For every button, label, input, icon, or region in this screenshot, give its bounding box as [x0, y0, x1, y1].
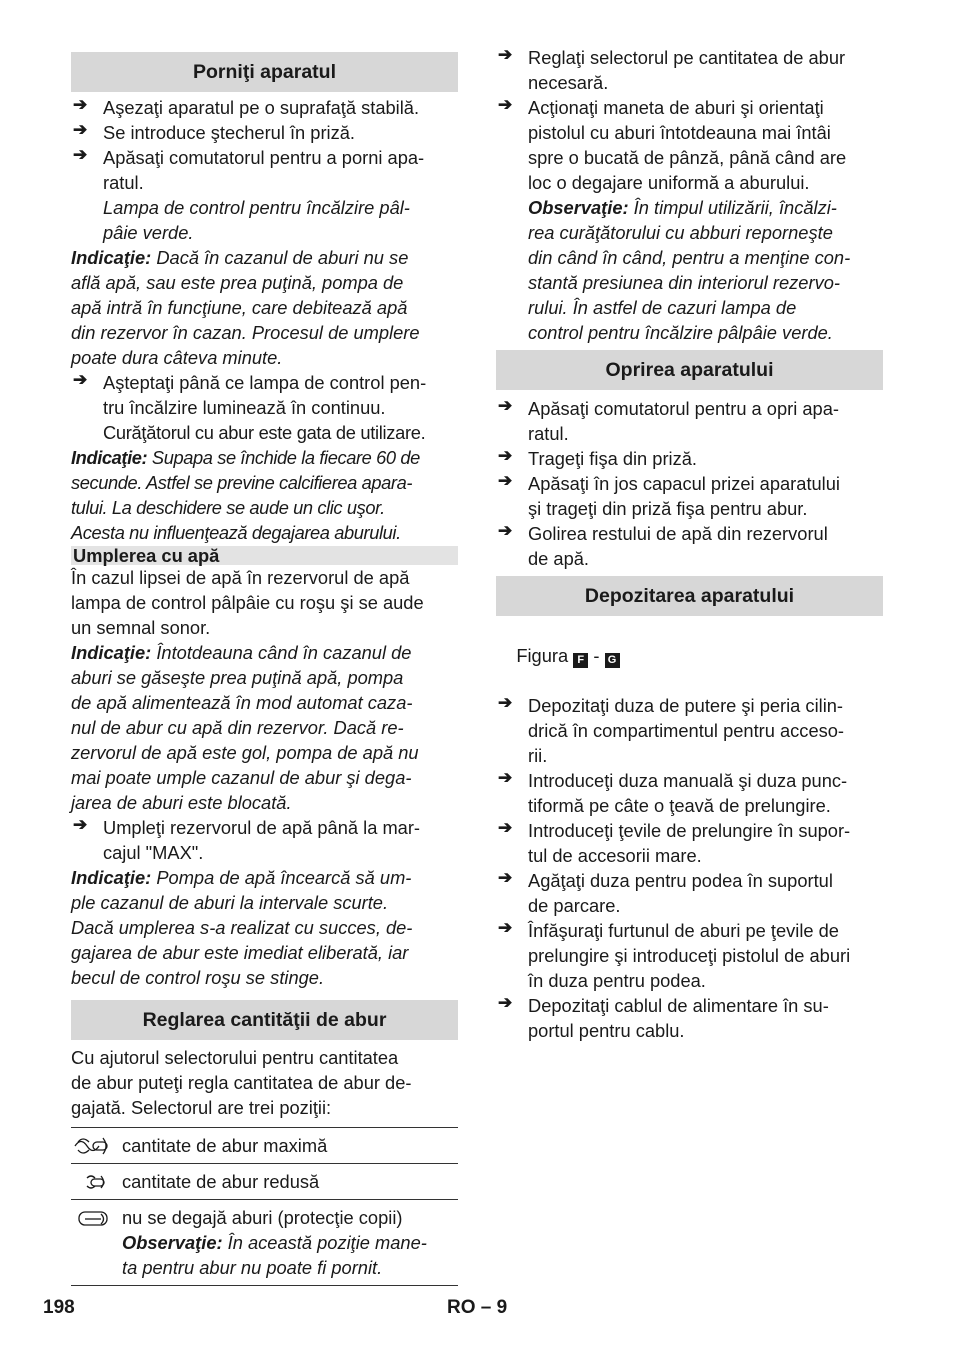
note-block: Indicaţie: Dacă în cazanul de aburi nu se află apă, sau este prea puţină, pompa de apă intră în funcţiune, care debitează apă din rezervor în cazan. Procesul de umplere poate dura câteva minute. — [71, 247, 420, 368]
list-item: ➔ Acţionaţi maneta de aburi şi orientaţi pistolul cu aburi întotdeauna mai întâi spre o bucată de pânză, până când are loc o degajare uniformă a aburului. Observaţie: În timpul utilizării, încălzi- rea curăţătorului cu abburi reporneşte din când în când, pentru a menţine con- stantă presiunea din interiorul rezervo- rului. În astfel de cazuri lampa de control pentru încălzire pâlpâie verde. — [498, 95, 851, 343]
list-item: ➔ Se introduce ştecherul în priză. — [73, 120, 356, 143]
list-item: ➔ Înfăşuraţi furtunul de aburi pe ţevile de prelungire şi introduceţi pistolul de aburi în duza pentru podea. — [498, 918, 851, 991]
section-indicator: RO – 9 — [447, 1297, 508, 1318]
arrow-bullet-icon: ➔ — [498, 521, 513, 540]
list-item: ➔ Reglaţi selectorul pe cantitatea de abur necesară. — [498, 45, 846, 93]
arrow-bullet-icon: ➔ — [498, 45, 513, 64]
subsection-heading-water: Umplerea cu apă — [71, 546, 458, 565]
result-text: Lampa de control pentru încălzire pâl- pâie verde. — [103, 197, 410, 243]
list-item: ➔ Apăsaţi comutatorul pentru a porni apa- ratul. — [73, 145, 425, 193]
figure-f-badge: F — [573, 653, 588, 668]
arrow-bullet-icon: ➔ — [498, 818, 513, 837]
table-row: nu se degajă aburi (protecţie copii) Observaţie: În această poziţie mane- ta pentru abur nu poate fi pornit. — [71, 1200, 458, 1286]
list-item: ➔ Trageţi fişa din priză. — [498, 446, 698, 469]
section-heading-storage: Depozitarea aparatului — [496, 576, 883, 616]
arrow-bullet-icon: ➔ — [498, 868, 513, 887]
paragraph: În cazul lipsei de apă în rezervorul de apă lampa de control pâlpâie cu roşu şi se aude un semnal sonor. — [71, 567, 424, 638]
note-block: Indicaţie: Întotdeauna când în cazanul de aburi se găseşte prea puţină apă, pompa de apă alimentează în mod automat caza- nul de abur cu apă din rezervor. Dacă re- zervorul de apă este gol, pompa de apă nu mai poate umple cazanul de abur şi dega- jarea de aburi este blocată. — [71, 642, 419, 813]
list-item: ➔ Apăsaţi comutatorul pentru a opri apa- ratul. — [498, 396, 839, 444]
arrow-bullet-icon: ➔ — [73, 815, 88, 834]
arrow-bullet-icon: ➔ — [498, 471, 513, 490]
list-item: ➔ Aşezaţi aparatul pe o suprafaţă stabilă. — [73, 95, 420, 118]
section-heading-stop: Oprirea aparatului — [496, 350, 883, 390]
list-item: ➔ Aşteptaţi până ce lampa de control pen- tru încălzire luminează în continuu. Curăţătorul cu abur este gata de utilizare. — [73, 370, 427, 443]
table-row: cantitate de abur redusă — [71, 1164, 458, 1200]
arrow-bullet-icon: ➔ — [498, 693, 513, 712]
arrow-bullet-icon: ➔ — [498, 396, 513, 415]
list-item: ➔ Depozitaţi duza de putere şi peria cilin- drică în compartimentul pentru acceso- rii. — [498, 693, 845, 766]
paragraph: Cu ajutorul selectorului pentru cantitatea de abur puteţi regla cantitatea de abur de- gajată. Selectorul are trei poziţii: — [71, 1047, 412, 1118]
list-item: ➔ Introduceţi ţevile de prelungire în supor- tul de accesorii mare. — [498, 818, 851, 866]
steam-reduced-icon — [73, 1170, 113, 1194]
section-heading-start: Porniţi aparatul — [71, 52, 458, 92]
section-heading-steam-quantity: Reglarea cantităţii de abur — [71, 1000, 458, 1040]
figure-reference: Figura F - G — [496, 618, 883, 693]
left-column — [71, 52, 458, 1286]
list-item: ➔ Introduceţi duza manuală şi duza punc- tiformă pe câte o ţeavă de prelungire. — [498, 768, 848, 816]
arrow-bullet-icon: ➔ — [498, 918, 513, 937]
arrow-bullet-icon: ➔ — [73, 370, 88, 389]
table-row: cantitate de abur maximă — [71, 1128, 458, 1164]
selector-table — [71, 1127, 458, 1286]
arrow-bullet-icon: ➔ — [73, 145, 88, 164]
note-block: Indicaţie: Pompa de apă încearcă să um- ple cazanul de aburi la intervale scurte. Dacă umplerea s-a realizat cu succes, de- gajarea de abur este imediat eliberată, iar becul de control roşu se stinge. — [71, 867, 413, 988]
list-item: ➔ Umpleţi rezervorul de apă până la mar- cajul "MAX". — [73, 815, 421, 863]
arrow-bullet-icon: ➔ — [73, 120, 88, 139]
figure-g-badge: G — [605, 653, 620, 668]
page-number: 198 — [43, 1297, 75, 1318]
list-item: ➔ Depozitaţi cablul de alimentare în su- portul pentru cablu. — [498, 993, 829, 1041]
note-block: Indicaţie: Supapa se închide la fiecare 60 de secunde. Astfel se previne calcifierea apara- tului. La deschidere se aude un clic uşor. Acesta nu influenţează degajarea aburului. — [71, 447, 420, 543]
right-column — [496, 45, 883, 1043]
list-item: ➔ Agăţaţi duza pentru podea în suportul de parcare. — [498, 868, 833, 916]
list-item: ➔ Apăsaţi în jos capacul prizei aparatului şi trageţi din priză fişa pentru abur. — [498, 471, 840, 519]
arrow-bullet-icon: ➔ — [498, 446, 513, 465]
list-item: ➔ Golirea restului de apă din rezervorul de apă. — [498, 521, 828, 569]
arrow-bullet-icon: ➔ — [498, 993, 513, 1012]
arrow-bullet-icon: ➔ — [73, 95, 88, 114]
steam-off-icon — [73, 1206, 113, 1230]
arrow-bullet-icon: ➔ — [498, 768, 513, 787]
steam-max-icon — [73, 1134, 113, 1158]
arrow-bullet-icon: ➔ — [498, 95, 513, 114]
